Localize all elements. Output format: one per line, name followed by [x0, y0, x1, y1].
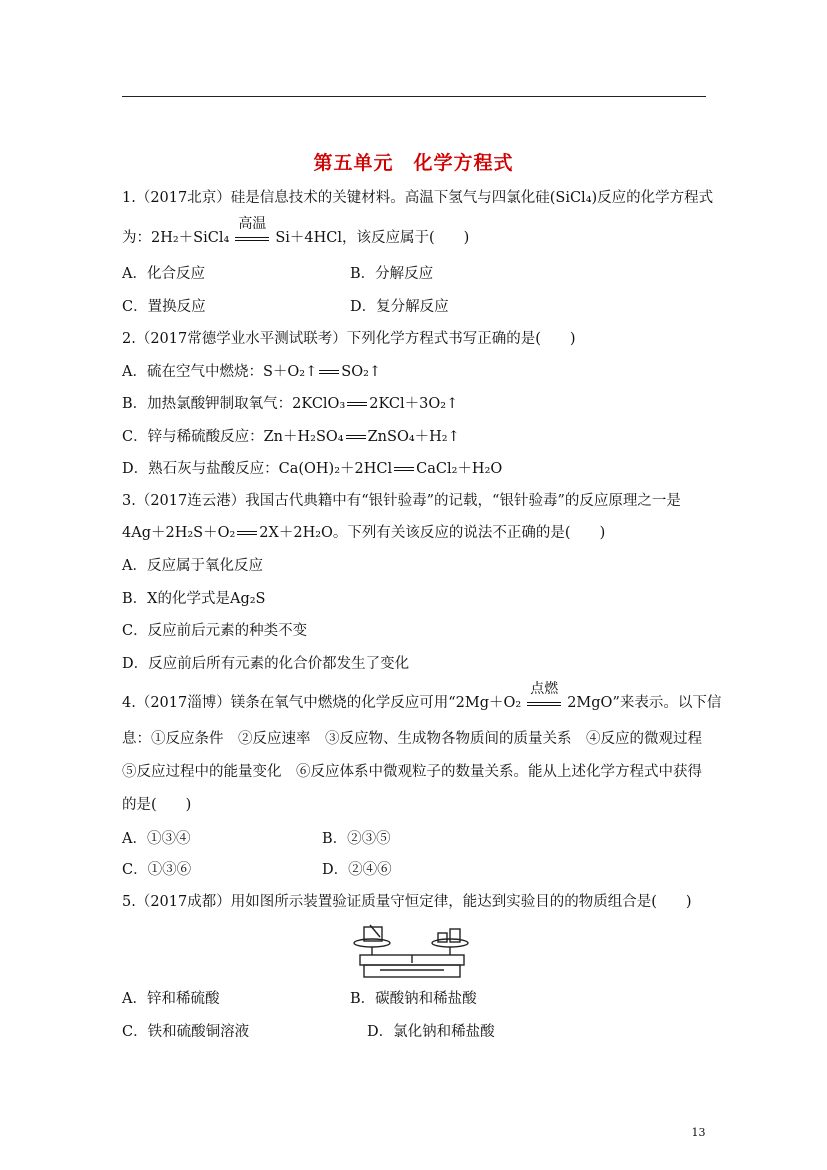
- q4-line2: 息：①反应条件 ②反应速率 ③反应物、生成物各物质间的质量关系 ④反应的微观过程: [122, 731, 702, 747]
- q2-b-left: B．加热氯酸钾制取氧气：2KClO₃: [122, 396, 346, 412]
- q3-eq-left: 4Ag＋2H₂S＋O₂: [122, 525, 236, 541]
- q3-option-b: B．X的化学式是Ag₂S: [122, 591, 266, 607]
- q3-eq-right: 2X＋2H₂O。下列有关该反应的说法不正确的是( ): [259, 525, 606, 541]
- q4-condition: 点燃: [530, 681, 559, 697]
- q4-option-d: D．②④⑥: [322, 862, 392, 878]
- q2-a-right: SO₂↑: [341, 364, 382, 380]
- q4-stem: [122, 681, 722, 713]
- q1-condition-sign: [235, 216, 269, 248]
- q1-stem: 1.（2017北京）硅是信息技术的关键材料。高温下氢气与四氯化硅(SiCl₄)反应的化学方程式: [122, 190, 714, 206]
- q3-stem: 3.（2017连云港）我国古代典籍中有“银针验毒”的记载，“银针验毒”的反应原理之一是: [122, 493, 681, 509]
- q2-option-a: [122, 362, 381, 382]
- q1-option-a: A．化合反应: [122, 266, 205, 282]
- q4-option-b: B．②③⑤: [322, 831, 391, 847]
- q5-option-b: B．碳酸钠和稀盐酸: [350, 991, 477, 1007]
- q3-option-d: D．反应前后所有元素的化合价都发生了变化: [122, 656, 410, 672]
- q2-stem: 2.（2017常德学业水平测试联考）下列化学方程式书写正确的是( ): [122, 331, 576, 347]
- q5-option-d: D．氯化钠和稀盐酸: [367, 1024, 495, 1040]
- q5-option-c: C．铁和硫酸铜溶液: [122, 1024, 250, 1040]
- q1-equation: [122, 216, 470, 248]
- q3-equation: [122, 523, 605, 543]
- q2-option-c: [122, 427, 460, 447]
- q1-eq-left: 为：2H₂＋SiCl₄: [122, 230, 230, 246]
- q2-option-d: [122, 459, 502, 479]
- page-number: 13: [691, 1126, 706, 1139]
- q2-option-b: [122, 394, 458, 414]
- q1-condition: 高温: [238, 216, 267, 232]
- q1-option-d: D．复分解反应: [350, 299, 449, 315]
- q4-eq-right: 2MgO”来表示。以下信: [567, 695, 722, 711]
- q2-a-left: A．硫在空气中燃烧：S＋O₂↑: [122, 364, 318, 380]
- header-rule: [122, 96, 706, 97]
- page-title: 第五单元 化学方程式: [313, 152, 514, 174]
- q1-option-b: B．分解反应: [350, 266, 434, 282]
- q4-line3: ⑤反应过程中的能量变化 ⑥反应体系中微观粒子的数量关系。能从上述化学方程式中获得: [122, 764, 702, 780]
- q4-eq-left: 4.（2017淄博）镁条在氧气中燃烧的化学反应可用“2Mg＋O₂: [122, 695, 522, 711]
- balance-scale-illustration: [350, 923, 476, 983]
- q2-c-right: ZnSO₄＋H₂↑: [367, 429, 460, 445]
- q2-d-right: CaCl₂＋H₂O: [416, 461, 503, 477]
- q3-option-a: A．反应属于氧化反应: [122, 558, 263, 574]
- q1-eq-right: Si＋4HCl，该反应属于( ): [275, 230, 470, 246]
- q2-b-right: 2KCl＋3O₂↑: [369, 396, 459, 412]
- q5-stem: 5.（2017成都）用如图所示装置验证质量守恒定律，能达到实验目的的物质组合是( ): [122, 894, 692, 910]
- q2-d-left: D．熟石灰与盐酸反应：Ca(OH)₂＋2HCl: [122, 461, 393, 477]
- q5-option-a: A．锌和稀硫酸: [122, 991, 220, 1007]
- q3-option-c: C．反应前后元素的种类不变: [122, 623, 308, 639]
- q4-option-a: A．①③④: [122, 831, 191, 847]
- q2-c-left: C．锌与稀硫酸反应：Zn＋H₂SO₄: [122, 429, 344, 445]
- q4-option-c: C．①③⑥: [122, 862, 192, 878]
- q4-line4: 的是( ): [122, 797, 192, 813]
- q1-option-c: C．置换反应: [122, 299, 206, 315]
- q4-condition-sign: [527, 681, 561, 713]
